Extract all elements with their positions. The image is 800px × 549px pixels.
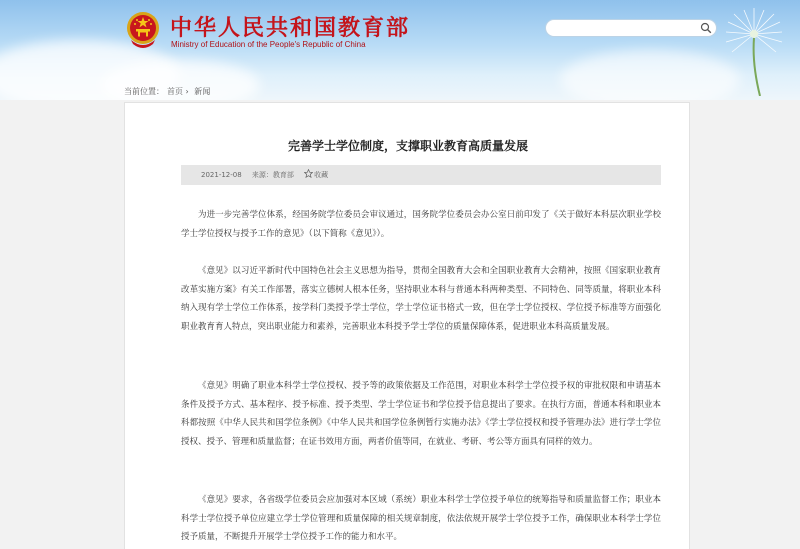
site-header [0,0,800,100]
site-title[interactable]: 中华人民共和国教育部 [170,16,411,41]
star-icon [304,169,313,178]
article-paragraph: 《意见》明确了职业本科学士学位授权、授予等的政策依据及工作范围，对职业本科学士学位授予权的审批权限和申请基本条件及授予方式、基本程序、授予标准、授予类型、学士学位证书和学位授予信息提出了要求。在执行方面，普通本科和职业本科都按照《中华人民共和国学位条例》《中华人民共和国学位条例暂行实施办法》《学士学位授权和授予管理办法》进行学士学位授权、授予、管理和质量监督；在证书效用方面，两者价值等同，在就业、考研、考公等方面具有同样的效力。 [181,381,661,447]
national-emblem-icon[interactable] [125,10,161,50]
search-box[interactable] [545,19,717,37]
breadcrumb-label: 当前位置： [124,87,164,96]
search-input[interactable] [554,21,694,35]
article-meta-bar [181,165,661,185]
breadcrumb-home-link[interactable]: 首页 [167,87,183,96]
dandelion-decoration [704,4,796,96]
favorite-button[interactable] [304,171,336,179]
breadcrumb-separator: › [185,87,189,96]
article-title: 完善学士学位制度，支撑职业教育高质量发展 [287,139,528,153]
article-paragraph: 为进一步完善学位体系，经国务院学位委员会审议通过，国务院学位委员会办公室日前印发了《关于做好本科层次职业学校学士学位授权与授予工作的意见》（以下简称《意见》）。 [181,210,661,239]
article-paragraph: 《意见》要求，各省级学位委员会应加强对本区域（系统）职业本科学士学位授予单位的统筹指导和质量监督工作；职业本科学士学位授予单位应建立学士学位管理和质量保障的相关规章制度，依法依规开展学士学位授予工作，确保职业本科学士学位授予质量，不断提升开展学士学位授予工作的能力和水平。 [181,495,661,543]
breadcrumb [124,86,210,97]
article-paragraph: 《意见》以习近平新时代中国特色社会主义思想为指导，贯彻全国教育大会和全国职业教育大会精神，按照《国家职业教育改革实施方案》有关工作部署，落实立德树人根本任务，坚持职业本科与普通本科两种类型、不同特色、同等质量，将职业本科纳入现有学士学位工作体系，按学科门类授予学士学位，学士学位证书格式一致，但在学士学位授权、学位授予标准等方面强化职业教育育人特点，突出职业能力和素养，完善职业本科授予学士学位的质量保障体系，促进职业本科高质量发展。 [181,266,661,332]
favorite-label: 收藏 [314,171,329,179]
site-subtitle: Ministry of Education of the People's Republic of China [171,40,366,49]
breadcrumb-news-link[interactable]: 新闻 [194,87,211,96]
article-container [124,102,690,549]
article-source: 来源：教育部 [251,171,294,179]
article-date: 2021-12-08 [201,171,242,179]
